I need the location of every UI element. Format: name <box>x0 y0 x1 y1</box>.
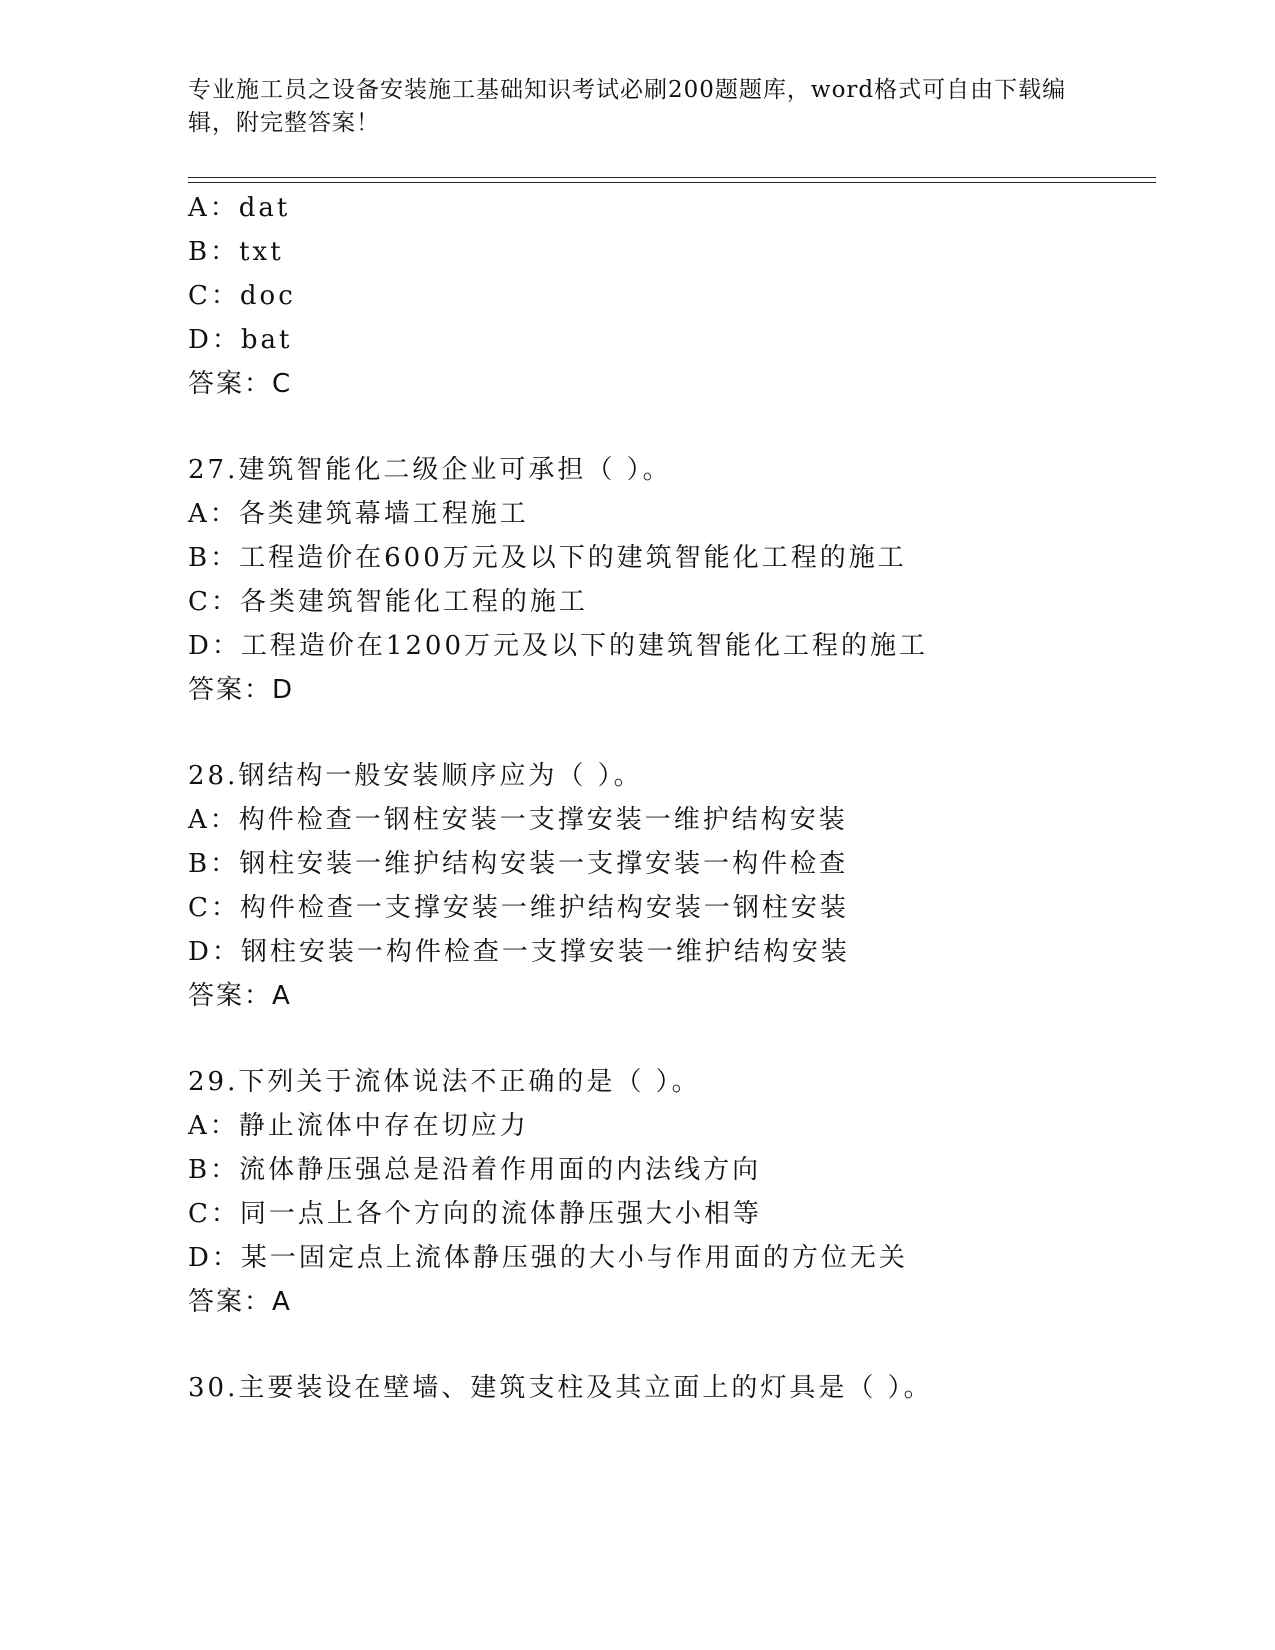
option-a: A：构件检查一钢柱安装一支撑安装一维护结构安装 <box>188 805 848 835</box>
document-header: 专业施工员之设备安装施工基础知识考试必刷200题题库，word格式可自由下载编辑，附完整答案！ <box>188 77 1067 136</box>
question-title: 28.钢结构一般安装顺序应为（ ）。 <box>188 761 643 791</box>
option-a: A：dat <box>188 193 291 223</box>
option-d: D：bat <box>188 325 293 355</box>
option-d: D：工程造价在1200万元及以下的建筑智能化工程的施工 <box>188 631 929 661</box>
option-a: A：各类建筑幕墙工程施工 <box>188 499 529 529</box>
option-b: B：txt <box>188 237 284 267</box>
header-divider-bottom <box>188 182 1156 183</box>
answer-text: 答案：D <box>188 675 295 705</box>
option-b: B：钢柱安装一维护结构安装一支撑安装一构件检查 <box>188 849 849 879</box>
option-c: C：同一点上各个方向的流体静压强大小相等 <box>188 1199 762 1229</box>
option-d: D：某一固定点上流体静压强的大小与作用面的方位无关 <box>188 1243 908 1273</box>
answer-text: 答案：A <box>188 981 292 1011</box>
option-b: B：工程造价在600万元及以下的建筑智能化工程的施工 <box>188 543 907 573</box>
question-title: 30.主要装设在壁墙、建筑支柱及其立面上的灯具是（ ）。 <box>188 1373 933 1403</box>
option-a: A：静止流体中存在切应力 <box>188 1111 529 1141</box>
answer-text: 答案：C <box>188 369 293 399</box>
question-title: 29.下列关于流体说法不正确的是（ ）。 <box>188 1067 701 1097</box>
answer-text: 答案：A <box>188 1287 292 1317</box>
option-c: C：doc <box>188 281 296 311</box>
header-divider-top <box>188 177 1156 178</box>
option-c: C：各类建筑智能化工程的施工 <box>188 587 588 617</box>
option-c: C：构件检查一支撑安装一维护结构安装一钢柱安装 <box>188 893 849 923</box>
option-b: B：流体静压强总是沿着作用面的内法线方向 <box>188 1155 762 1185</box>
option-d: D：钢柱安装一构件检查一支撑安装一维护结构安装 <box>188 937 850 967</box>
question-title: 27.建筑智能化二级企业可承担（ ）。 <box>188 455 672 485</box>
